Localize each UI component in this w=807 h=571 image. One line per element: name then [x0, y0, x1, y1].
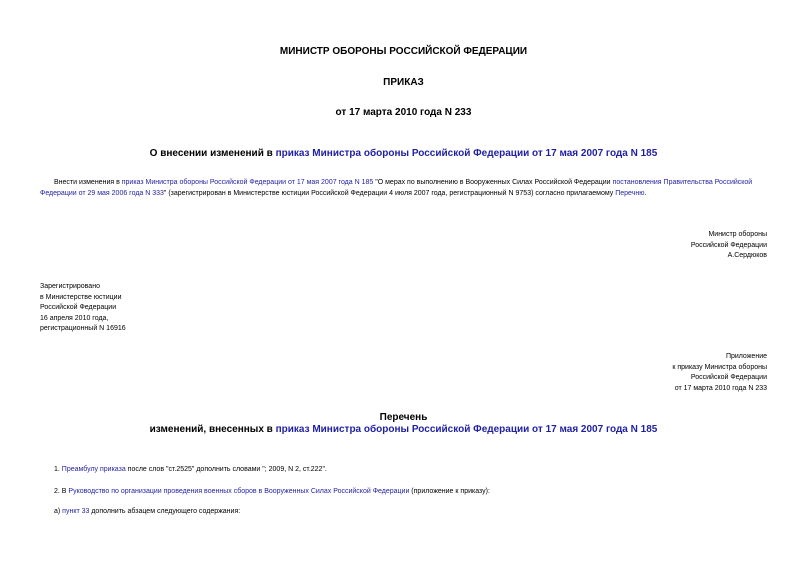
appendix-line: от 17 марта 2010 года N 233 [674, 384, 767, 392]
item-number: 2. В [54, 488, 69, 495]
appendix-line: Приложение [725, 353, 767, 360]
appendix-block [672, 352, 767, 394]
signature-name: А.Сердюков [727, 252, 767, 259]
registration-block [40, 282, 126, 335]
intro-text-1: Внести изменения в [54, 179, 122, 186]
intro-resolution-link[interactable]: постановления Правительства Российской Федерации от 29 мая 2006 года N 333 [40, 179, 753, 197]
registration-line: 16 апреля 2010 года, [40, 314, 109, 322]
list-title-subheading [0, 424, 807, 436]
intro-text-2: "О мерах по выполнению в Вооруженных Силах Российской Федерации [373, 179, 613, 186]
appendix-line: Российской Федерации [690, 374, 767, 381]
point-33-link[interactable]: пункт 33 [62, 508, 90, 515]
list-title-heading: Перечень [379, 412, 428, 423]
list-item [54, 507, 774, 518]
title-order-link[interactable]: приказ Министра обороны Российской Федерации от 17 мая 2007 года N 185 [275, 148, 658, 159]
doc-type: ПРИКАЗ [383, 77, 424, 88]
item-text: (приложение к приказу): [409, 488, 490, 495]
signature-line: Министр обороны [708, 231, 767, 238]
intro-paragraph [40, 178, 770, 199]
intro-list-link[interactable]: Перечню [615, 189, 645, 197]
list-title-prefix: изменений, внесенных в [149, 424, 276, 435]
intro-order-link[interactable]: приказ Министра обороны Российской Федерации от 17 мая 2007 года N 185 [121, 179, 374, 186]
item-text: дополнить абзацем следующего содержания: [89, 508, 241, 515]
order-link[interactable]: приказа [99, 466, 126, 473]
item-number: 1. [54, 466, 62, 473]
item-text: после слов "ст.2525" дополнить словами "; 2009, N 2, ст.222". [125, 466, 327, 473]
signature-line: Российской Федерации [690, 241, 767, 249]
guide-link[interactable]: Руководство по организации проведения военных сборов в Вооруженных Силах Российской Федерации [68, 488, 410, 495]
registration-line: Российской Федерации [40, 304, 117, 311]
item-number: а) [54, 508, 63, 515]
registration-line: регистрационный N 16916 [40, 325, 126, 332]
list-item [54, 465, 774, 476]
list-item [54, 487, 774, 498]
intro-text-4: . [644, 189, 647, 197]
intro-text-3: " (зарегистрирован в Министерстве юстиции Российской Федерации 4 июля 2007 года, регистрационный N 9753) согласно прилагаемому [163, 189, 616, 197]
doc-title [0, 148, 807, 159]
registration-line: Зарегистрировано [40, 283, 100, 290]
list-title [0, 412, 807, 436]
title-prefix: О внесении изменений в [149, 148, 276, 159]
registration-line: в Министерстве юстиции [40, 293, 122, 301]
appendix-line: к приказу Министра обороны [672, 363, 767, 371]
ministry-title: МИНИСТР ОБОРОНЫ РОССИЙСКОЙ ФЕДЕРАЦИИ [279, 46, 528, 57]
preamble-link[interactable]: Преамбулу [61, 466, 99, 473]
signature-block [691, 230, 767, 262]
doc-date-number: от 17 марта 2010 года N 233 [335, 107, 472, 118]
list-title-order-link[interactable]: приказ Министра обороны Российской Федерации от 17 мая 2007 года N 185 [275, 424, 658, 435]
